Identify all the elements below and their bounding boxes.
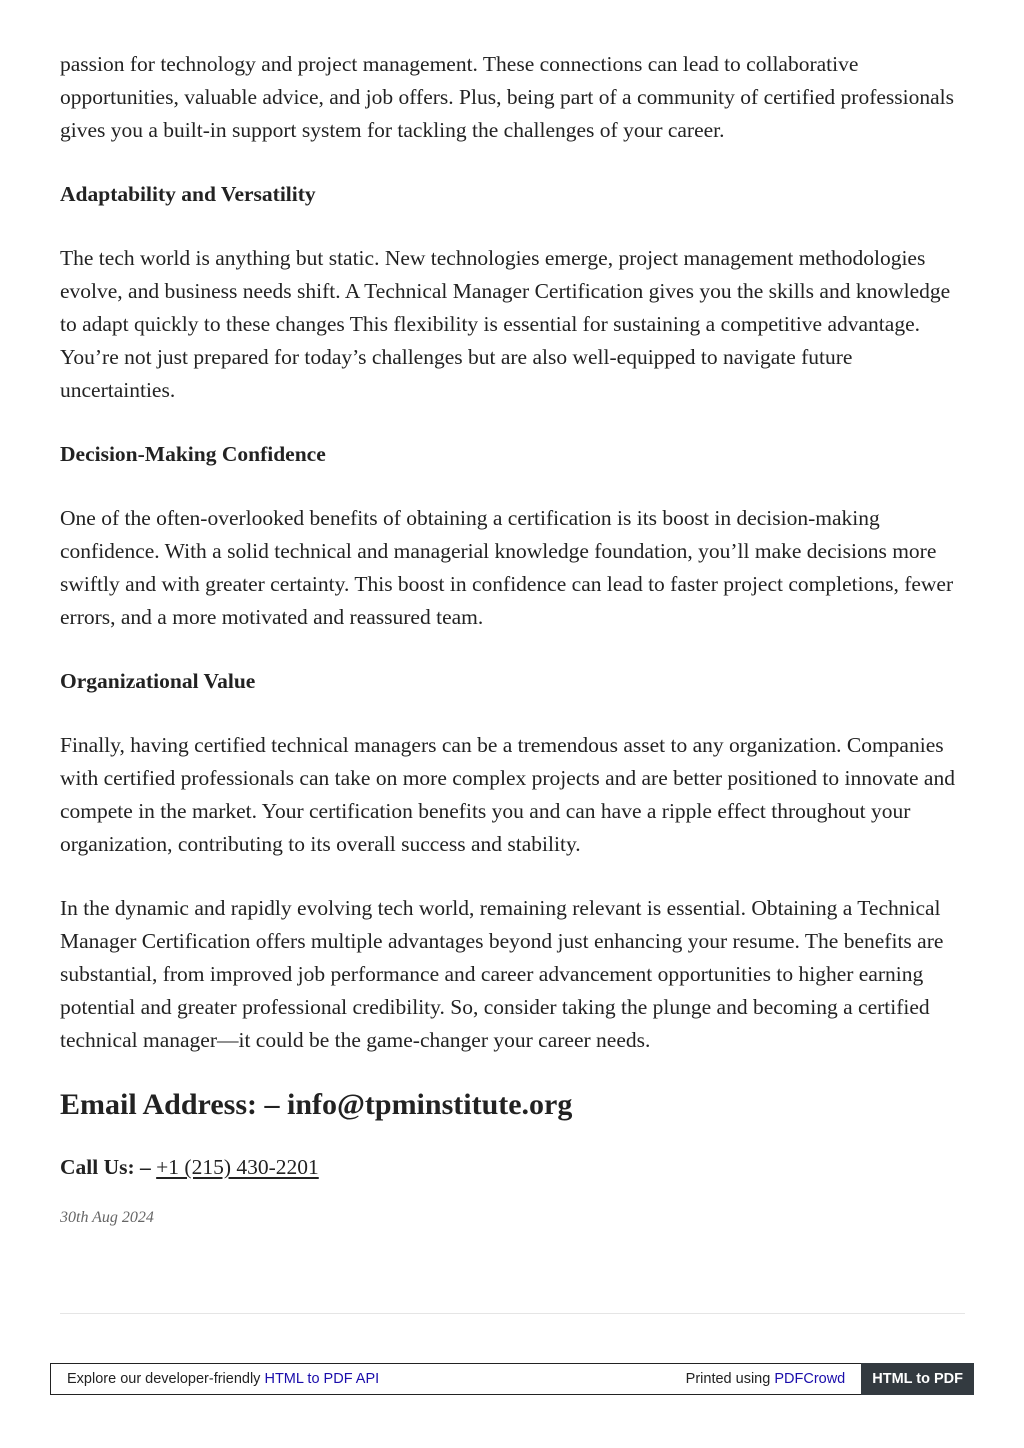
call-us-line: [60, 1151, 965, 1184]
pdfcrowd-link[interactable]: PDFCrowd: [774, 1371, 846, 1387]
footer-explore-text: Explore our developer-friendly: [67, 1371, 261, 1387]
footer-printed: [686, 1371, 862, 1387]
phone-link[interactable]: +1 (215) 430-2201: [156, 1155, 319, 1179]
footer-explore: [51, 1371, 686, 1387]
section-body-adaptability: The tech world is anything but static. New technologies emerge, project management methodologies evolve, and business needs shift. A Technical Manager Certification gives you the skills and knowledge to adapt quickly to these changes This flexibility is essential for sustaining a competitive advantage. You’re not just prepared for today’s challenges but are also well-equipped to navigate future uncertainties.: [60, 246, 951, 402]
email-heading: Email Address: – info@tpminstitute.org: [60, 1088, 573, 1121]
intro-paragraph: passion for technology and project management. These connections can lead to collaborative opportunities, valuable advice, and job offers. Plus, being part of a community of certified professionals gives you a built-in support system for tackling the challenges of your career.: [60, 52, 955, 142]
html-to-pdf-badge[interactable]: HTML to PDF: [861, 1363, 974, 1395]
section-body-organizational-value: Finally, having certified technical managers can be a tremendous asset to any organization. Companies with certified professionals can take on more complex projects and are better positioned to innovate and compete in the market. Your certification benefits you and can have a ripple effect throughout your organization, contributing to its overall success and stability.: [60, 733, 955, 856]
section-heading-adaptability: Adaptability and Versatility: [60, 182, 316, 206]
section-heading-organizational-value: Organizational Value: [60, 669, 256, 693]
section-body-decision-making: One of the often-overlooked benefits of obtaining a certification is its boost in decision-making confidence. With a solid technical and managerial knowledge foundation, you’ll make decisions more swiftly and with greater certainty. This boost in confidence can lead to faster project completions, fewer errors, and a more motivated and reassured team.: [60, 506, 954, 629]
article-content: [60, 48, 965, 1230]
divider: [60, 1313, 965, 1314]
footer-printed-text: Printed using: [685, 1371, 771, 1387]
post-date: 30th Aug 2024: [60, 1209, 154, 1226]
html-to-pdf-api-link[interactable]: HTML to PDF API: [264, 1371, 380, 1387]
conclusion-paragraph: In the dynamic and rapidly evolving tech world, remaining relevant is essential. Obtaining a Technical Manager Certification offers multiple advantages beyond just enhancing your resume. The benefits are substantial, from improved job performance and career advancement opportunities to higher earning potential and greater professional credibility. So, consider taking the plunge and becoming a certified technical manager—it could be the game-changer your career needs.: [60, 896, 944, 1052]
section-heading-decision-making: Decision-Making Confidence: [60, 442, 326, 466]
pdf-footer-bar: [50, 1363, 974, 1395]
call-us-label: Call Us: –: [60, 1155, 151, 1179]
